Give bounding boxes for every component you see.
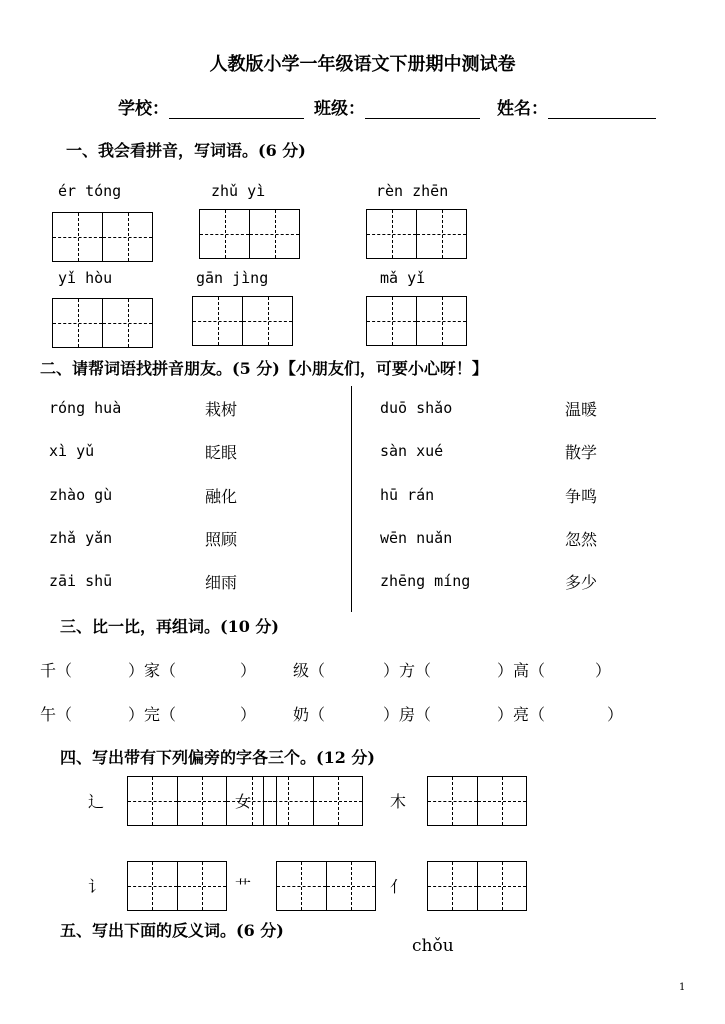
writing-grid[interactable]: [263, 776, 363, 826]
writing-grid[interactable]: [192, 296, 293, 346]
pinyin-item: yǐ hòu: [58, 269, 113, 287]
section3-heading: 三、比一比，再组词。(10 分): [60, 617, 279, 636]
compare-item: ）: [607, 705, 624, 724]
writing-grid[interactable]: [366, 209, 467, 259]
page-title: 人教版小学一年级语文下册期中测试卷: [209, 54, 516, 75]
compare-item: ）: [240, 705, 257, 724]
writing-grid[interactable]: [127, 861, 227, 911]
radical-label: 木: [390, 792, 407, 811]
writing-grid[interactable]: [52, 212, 153, 262]
match-pinyin: xì yǔ: [49, 442, 95, 460]
compare-item: ）: [240, 661, 257, 680]
writing-grid[interactable]: [427, 776, 527, 826]
match-pinyin: zhǎ yǎn: [49, 529, 113, 547]
match-word: 多少: [565, 573, 598, 592]
match-pinyin: hū rán: [380, 486, 435, 504]
compare-item: ）房（: [383, 705, 432, 724]
compare-item: 千（: [40, 661, 73, 680]
match-pinyin: zhào gù: [49, 486, 113, 504]
compare-item: 奶（: [293, 705, 326, 724]
match-word: 照顾: [205, 530, 238, 549]
compare-item: ）完（: [128, 705, 177, 724]
name-field: [497, 94, 656, 119]
match-pinyin: zāi shū: [49, 572, 113, 590]
section4-heading: 四、写出带有下列偏旁的字各三个。(12 分): [60, 748, 375, 767]
compare-item: ）方（: [383, 661, 432, 680]
page-number: 1: [679, 982, 686, 993]
writing-grid[interactable]: [276, 861, 376, 911]
antonym-pinyin: chǒu: [412, 936, 454, 956]
writing-grid[interactable]: [52, 298, 153, 348]
match-pinyin: zhēng míng: [380, 572, 471, 590]
match-pinyin: duō shǎo: [380, 399, 453, 417]
pinyin-item: mǎ yǐ: [380, 269, 426, 287]
match-word: 温暖: [565, 400, 598, 419]
writing-grid[interactable]: [199, 209, 300, 259]
match-word: 栽树: [205, 400, 238, 419]
section2-heading: 二、请帮词语找拼音朋友。(5 分)【小朋友们，可要小心呀！】: [40, 359, 488, 378]
section1-heading: 一、我会看拼音，写词语。(6 分): [66, 141, 306, 160]
compare-item: ）亮（: [497, 705, 546, 724]
compare-item: 午（: [40, 705, 73, 724]
compare-item: ）: [595, 661, 612, 680]
name-input-line[interactable]: [548, 102, 656, 119]
radical-label: 艹: [235, 877, 252, 896]
match-pinyin: sàn xué: [380, 442, 444, 460]
match-word: 散学: [565, 443, 598, 462]
pinyin-item: zhǔ yì: [211, 182, 266, 200]
school-label: 学校：: [118, 99, 169, 119]
writing-grid[interactable]: [127, 776, 277, 826]
match-word: 忽然: [565, 530, 598, 549]
column-divider: [351, 386, 352, 612]
radical-label: 亻: [390, 877, 407, 896]
writing-grid[interactable]: [366, 296, 467, 346]
match-pinyin: wēn nuǎn: [380, 529, 453, 547]
match-word: 争鸣: [565, 487, 598, 506]
class-label: 班级：: [314, 99, 365, 119]
pinyin-item: rèn zhēn: [376, 182, 449, 200]
radical-label: 女: [235, 792, 252, 811]
radical-label: 讠: [88, 877, 105, 896]
radical-label: 辶: [88, 792, 105, 811]
writing-grid[interactable]: [427, 861, 527, 911]
compare-item: 级（: [293, 661, 326, 680]
match-word: 融化: [205, 487, 238, 506]
class-input-line[interactable]: [365, 102, 480, 119]
class-field: [314, 94, 480, 119]
name-label: 姓名：: [497, 99, 548, 119]
pinyin-item: ér tóng: [58, 182, 122, 200]
match-pinyin: róng huà: [49, 399, 122, 417]
pinyin-item: gān jìng: [196, 269, 269, 287]
compare-item: ）高（: [497, 661, 546, 680]
school-field: [118, 94, 304, 119]
match-word: 眨眼: [205, 443, 238, 462]
compare-item: ）家（: [128, 661, 177, 680]
section5-heading: 五、写出下面的反义词。(6 分): [60, 921, 284, 940]
match-word: 细雨: [205, 573, 238, 592]
school-input-line[interactable]: [169, 102, 304, 119]
